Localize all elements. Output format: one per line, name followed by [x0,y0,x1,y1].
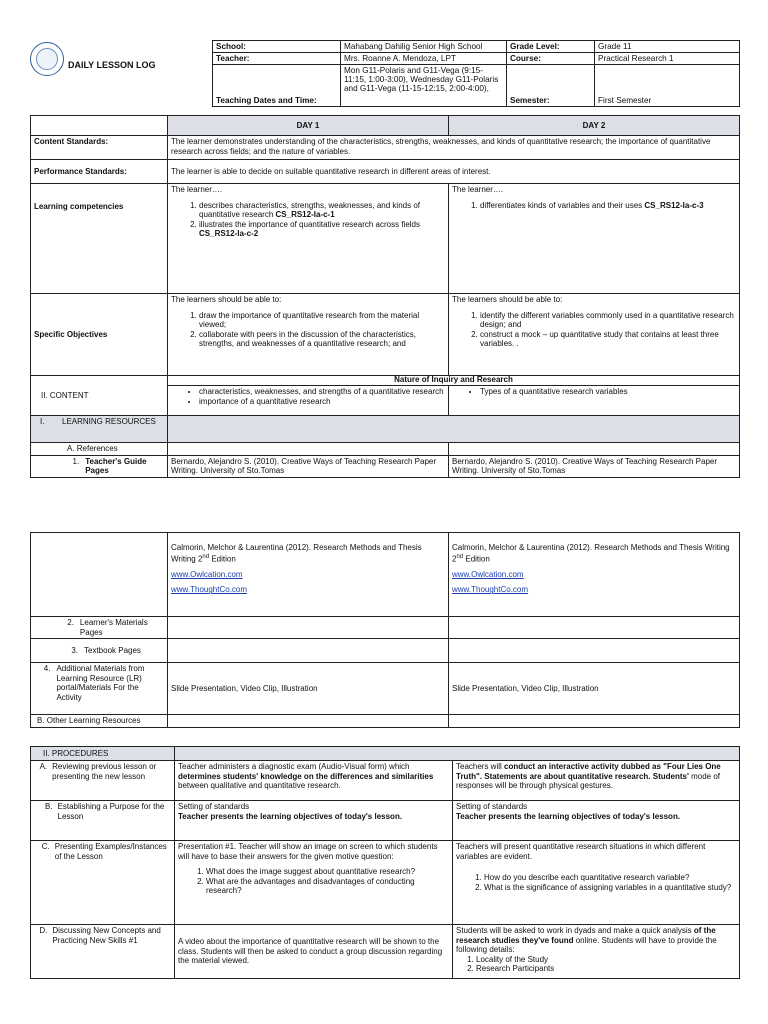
content-day1 [168,386,449,416]
competencies-day1 [168,184,449,294]
lesson-plan-table [30,115,740,478]
objective-item: 2. construct a mock – up quantitative study that contains at least three variables. . [480,330,736,349]
additional-materials-label: 4. Additional Materials from Learning Resource (LR) portal/Materials For the Activity [31,663,168,715]
question-item: 1. What does the image suggest about quantitative research? [206,867,449,877]
content-item: • characteristics, weaknesses, and strengths of a quantitative research [199,387,445,397]
content-standards-label: Content Standards: [31,136,168,160]
learner-intro: The learner…. [452,185,504,194]
procedure-d-day2: Students will be asked to work in dyads and make a quick analysis of the research studies they've found online. Students will have to provide the following details: 1. Locality of the Study 2. Research Participants [453,925,740,979]
question-item: 1. How do you describe each quantitative research variable? [484,873,736,883]
procedure-a-label: A. Reviewing previous lesson or presenting the new lesson [31,761,175,801]
procedure-c-day2: Teachers will present quantitative research situations in which different variables are evident. 1. How do you describe each quantitative research variable? 2. What is the significance of assigning variables in a quantitative study? [453,841,740,925]
day1-header: DAY 1 [168,116,449,136]
objective-item: 1. draw the importance of quantitative research from the material viewed; [199,311,445,330]
thoughtco-link[interactable]: www.ThoughtCo.com [171,585,248,595]
grade-value: Grade 11 [595,41,740,53]
objectives-day1: The learners should be able to: 1. draw the importance of quantitative research from the material viewed; 2. collaborate with peers in the discussion of the characteristics, strengths, and weaknesses of a quantitative research; and [168,294,449,376]
procedure-c-day1: Presentation #1. Teacher will show an image on screen to which students will have to base their answers for the given motive question: 1. What does the image suggest about quantitative research? 2. What are the advantages and disadvantages of conducting research? [175,841,453,925]
procedure-c-label: C. Presenting Examples/Instances of the Lesson [31,841,175,925]
other-resources-label: B. Other Learning Resources [31,715,168,728]
performance-standards-label: Performance Standards: [31,160,168,184]
competencies-label: Learning competencies [31,184,168,294]
procedure-a-day1: Teacher administers a diagnostic exam (Audio-Visual form) which determines students' knowledge on the differences and similarities between qualitative and quantitative research. [175,761,453,801]
owlcation-link[interactable]: www.Owlcation.com [171,569,243,579]
references-day1: Calmorin, Melchor & Laurentina (2012). Research Methods and Thesis Writing 2nd Edition www.Owlcation.com www.ThoughtCo.com [168,533,449,617]
resources-table [30,532,740,728]
objective-item: 2. collaborate with peers in the discussion of the characteristics, strengths, and weaknesses of a quantitative research; and [199,330,445,349]
dates-value: Mon G11-Polaris and G11-Vega (9:15-11:15, 1:00-3:00), Wednesday G11-Polaris and G11-Vega (11-15-12:15, 2:00-4:00), [341,65,507,107]
textbook-label: 3. Textbook Pages [31,639,168,663]
teachers-guide-day2: Bernardo, Alejandro S. (2010). Creative Ways of Teaching Research Paper Writing. University of Sto.Tomas [449,455,740,477]
dates-label: Teaching Dates and Time: [213,65,341,107]
semester-label: Semester: [507,65,595,107]
content-label: II. CONTENT [31,376,168,416]
learner-intro: The learner…. [171,185,223,194]
procedures-table [30,746,740,979]
school-label: School: [213,41,341,53]
detail-item: 2. Research Participants [476,964,736,974]
procedure-b-day1: Setting of standards Teacher presents the learning objectives of today's lesson. [175,801,453,841]
deped-seal-icon [30,42,64,76]
competency-item: 1. differentiates kinds of variables and their uses CS_RS12-Ia-c-3 [480,201,736,211]
procedure-b-label: B. Establishing a Purpose for the Lesson [31,801,175,841]
page-title: DAILY LESSON LOG [68,60,156,70]
teacher-label: Teacher: [213,53,341,65]
objective-item: 1. identify the different variables commonly used in a quantitative research design; and [480,311,736,330]
learners-materials-label: 2. Learner's Materials Pages [31,617,168,639]
owlcation-link[interactable]: www.Owlcation.com [452,569,524,579]
course-label: Course: [507,53,595,65]
references-day2: Calmorin, Melchor & Laurentina (2012). Research Methods and Thesis Writing 2nd Edition www.Owlcation.com www.ThoughtCo.com [449,533,740,617]
detail-item: 1. Locality of the Study [476,955,736,965]
resources-label: I. LEARNING RESOURCES [31,416,168,443]
competency-item: 2. illustrates the importance of quantitative research across fields CS_RS12-Ia-c-2 [199,220,445,239]
teacher-value: Mrs. Roanne A. Mendoza, LPT [341,53,507,65]
procedure-a-day2: Teachers will conduct an interactive activity dubbed as "Four Lies One Truth". Statements are about quantitative research. Students' mode of responses will be through physical gestures. [453,761,740,801]
thoughtco-link[interactable]: www.ThoughtCo.com [452,585,529,595]
additional-materials-day1: Slide Presentation, Video Clip, Illustration [168,663,449,715]
competencies-day2 [449,184,740,294]
content-topic: Nature of Inquiry and Research [168,376,740,386]
teachers-guide-day1: Bernardo, Alejandro S. (2010). Creative Ways of Teaching Research Paper Writing. University of Sto.Tomas [168,455,449,477]
procedure-d-label: D. Discussing New Concepts and Practicing New Skills #1 [31,925,175,979]
school-value: Mahabang Dahilig Senior High School [341,41,507,53]
content-standards: The learner demonstrates understanding of the characteristics, strengths, weaknesses, and kinds of quantitative research; the importance of quantitative research across fields; and the nature of variables. [168,136,740,160]
course-value: Practical Research 1 [595,53,740,65]
objectives-day2: The learners should be able to: 1. identify the different variables commonly used in a quantitative research design; and 2. construct a mock – up quantitative study that contains at least three variables. . [449,294,740,376]
competency-item: 1. describes characteristics, strengths, weaknesses, and kinds of quantitative research CS_RS12-Ia-c-1 [199,201,445,220]
procedure-d-day1: A video about the importance of quantitative research will be shown to the class. Students will then be asked to conduct a group discussion regarding the material viewed. [175,925,453,979]
procedures-label: II. PROCEDURES [31,747,175,761]
objectives-label: Specific Objectives [31,294,168,376]
additional-materials-day2: Slide Presentation, Video Clip, Illustration [449,663,740,715]
header-table [212,40,740,107]
content-item: • Types of a quantitative research variables [480,387,736,397]
question-item: 2. What is the significance of assigning variables in a quantitative study? [484,883,736,893]
day2-header: DAY 2 [449,116,740,136]
teachers-guide-label: 1. Teacher's Guide Pages [31,455,168,477]
content-item: • importance of a quantitative research [199,397,445,407]
references-label: A. References [31,443,168,456]
performance-standards: The learner is able to decide on suitable quantitative research in different areas of interest. [168,160,740,184]
procedure-b-day2: Setting of standards Teacher presents the learning objectives of today's lesson. [453,801,740,841]
question-item: 2. What are the advantages and disadvantages of conducting research? [206,877,449,896]
semester-value: First Semester [595,65,740,107]
grade-label: Grade Level: [507,41,595,53]
content-day2 [449,386,740,416]
